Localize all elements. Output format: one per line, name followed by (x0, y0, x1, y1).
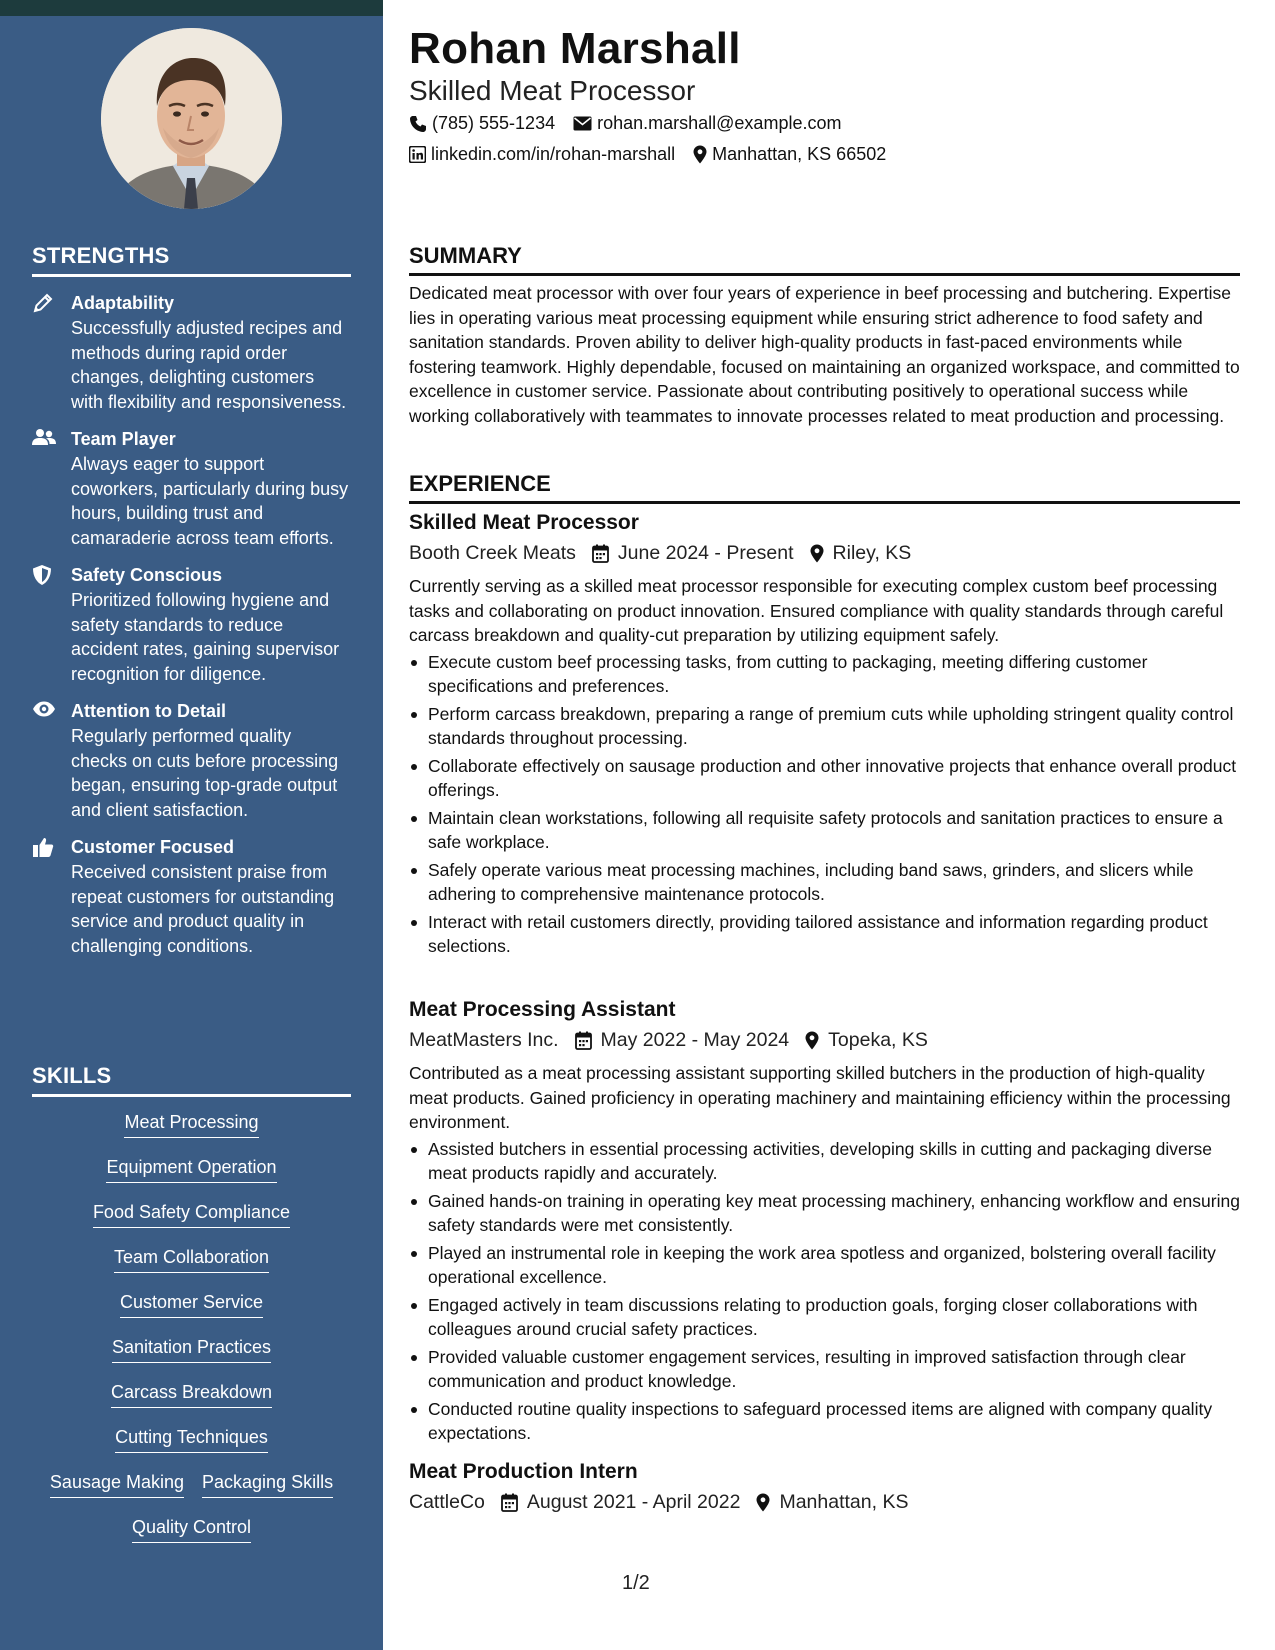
job-bullet: Safely operate various meat processing machines, including band saws, grinders, and slicers while adhering to comprehensive maintenance protocols. (409, 858, 1240, 907)
job-bullet: Engaged actively in team discussions relating to production goals, forging closer collaborations with colleagues around crucial safety practices. (409, 1293, 1240, 1342)
job-bullets (409, 1137, 1240, 1446)
job-entry (409, 997, 1240, 1449)
job-location (805, 1027, 928, 1053)
strength-item (32, 836, 351, 958)
skill-tag: Equipment Operation (106, 1156, 276, 1183)
strength-item (32, 292, 351, 414)
job-location (756, 1489, 908, 1515)
job-title: Meat Production Intern (409, 1460, 638, 1483)
linkedin-text: linkedin.com/in/rohan-marshall (431, 144, 676, 164)
map-pin-icon (805, 1031, 819, 1050)
company-name: MeatMasters Inc. (409, 1029, 559, 1051)
strength-desc: Successfully adjusted recipes and methods during rapid order changes, delighting customers with flexibility and responsiveness. (71, 318, 347, 412)
sidebar-top-band (0, 0, 383, 16)
email-text: rohan.marshall@example.com (597, 113, 842, 133)
strength-title: Adaptability (71, 293, 175, 313)
skill-tag: Team Collaboration (114, 1246, 269, 1273)
job-location-text: Manhattan, KS (779, 1491, 909, 1513)
map-pin-icon (810, 544, 824, 563)
strength-title: Team Player (71, 429, 176, 449)
skills-section (32, 1063, 351, 1561)
skill-tag: Cutting Techniques (115, 1426, 268, 1453)
map-pin-icon (693, 145, 707, 164)
contact-row (409, 144, 904, 165)
job-meta (409, 1027, 1240, 1053)
skill-tag: Food Safety Compliance (93, 1201, 290, 1228)
eye-icon (32, 700, 56, 722)
skill-tag: Quality Control (132, 1516, 251, 1543)
skill-tag: Sanitation Practices (112, 1336, 271, 1363)
strength-desc: Regularly performed quality checks on cuts before processing began, ensuring top-grade output and client satisfaction. (71, 726, 339, 820)
shield-icon (32, 564, 56, 586)
job-title: Meat Processing Assistant (409, 998, 676, 1021)
skill-tag: Meat Processing (124, 1111, 258, 1138)
skill-tag: Carcass Breakdown (111, 1381, 272, 1408)
job-entry (409, 510, 1240, 962)
job-location (810, 540, 912, 566)
summary-heading: SUMMARY (409, 243, 1240, 276)
phone-text: (785) 555-1234 (432, 113, 556, 133)
strength-item (32, 428, 351, 550)
job-bullet: Assisted butchers in essential processing activities, developing skills in cutting and packaging diverse meat products rapidly and accurately. (409, 1137, 1240, 1186)
company-name: Booth Creek Meats (409, 542, 576, 564)
skill-tag: Packaging Skills (202, 1471, 333, 1498)
strength-item (32, 564, 351, 686)
job-dates (575, 1027, 790, 1053)
job-bullet: Interact with retail customers directly, providing tailored assistance and information regarding product selections. (409, 910, 1240, 959)
candidate-name: Rohan Marshall (409, 24, 741, 73)
job-bullet: Collaborate effectively on sausage production and other innovative projects that enhance overall product offerings. (409, 754, 1240, 803)
users-icon (32, 428, 56, 450)
summary-text: Dedicated meat processor with over four years of experience in beef processing and butchering. Expertise lies in operating various meat processing equipment while ensuring strict adherence to food safety and sanitation standards. Proven ability to deliver high-quality products in fast-paced environments while fostering teamwork. Highly dependable, focused on maintaining an organized workspace, and committed to excellence in customer service. Passionate about contributing positively to operational success while working collaboratively with teammates to innovate processes related to meat production and processing. (409, 283, 1240, 426)
job-bullet: Execute custom beef processing tasks, from cutting to packaging, meeting differing customer specifications and preferences. (409, 650, 1240, 699)
strength-title: Safety Conscious (71, 565, 223, 585)
job-dates (501, 1489, 741, 1515)
job-dates-text: May 2022 - May 2024 (600, 1029, 790, 1051)
strength-desc: Received consistent praise from repeat customers for outstanding service and product quality in challenging conditions. (71, 862, 335, 956)
calendar-icon (575, 1031, 592, 1050)
phone-contact[interactable] (409, 113, 555, 134)
job-description: Contributed as a meat processing assistant supporting skilled butchers in the production of high-quality meat products. Gained proficiency in operating machinery and maintaining efficiency within the processing environment. (409, 1063, 1231, 1132)
job-bullet: Provided valuable customer engagement services, resulting in improved satisfaction through clear communication and product knowledge. (409, 1345, 1240, 1394)
page-number: 1/2 (622, 1572, 650, 1594)
job-bullet: Maintain clean workstations, following all requisite safety protocols and sanitation practices to ensure a safe workplace. (409, 806, 1240, 855)
experience-heading: EXPERIENCE (409, 471, 1240, 504)
job-entry (409, 1459, 1240, 1515)
pencil-icon (32, 292, 56, 314)
summary-section (409, 243, 1240, 428)
job-bullets (409, 650, 1240, 959)
linkedin-contact[interactable] (409, 144, 675, 165)
skill-tag: Sausage Making (50, 1471, 184, 1498)
candidate-title: Skilled Meat Processor (409, 75, 696, 106)
strength-item (32, 700, 351, 822)
skills-heading: SKILLS (32, 1063, 351, 1097)
contact-row (409, 113, 859, 134)
strength-title: Customer Focused (71, 837, 235, 857)
job-description: Currently serving as a skilled meat processor responsible for executing complex custom beef processing tasks and collaborating on product innovation. Ensured compliance with quality standards through careful carcass breakdown and quality-cut preparation by utilizing equipment safely. (409, 576, 1224, 645)
job-location-text: Topeka, KS (828, 1029, 928, 1051)
sidebar (0, 0, 383, 1650)
job-bullet: Played an instrumental role in keeping the work area spotless and organized, bolstering overall facility operational excellence. (409, 1241, 1240, 1290)
skill-tag: Customer Service (120, 1291, 263, 1318)
job-dates (592, 540, 794, 566)
email-contact[interactable] (573, 113, 841, 134)
skills-list (32, 1111, 351, 1561)
envelope-icon (573, 116, 592, 131)
job-dates-text: June 2024 - Present (617, 542, 794, 564)
experience-section (409, 471, 1240, 504)
job-dates-text: August 2021 - April 2022 (526, 1491, 741, 1513)
strength-desc: Always eager to support coworkers, particularly during busy hours, building trust and camaraderie across team efforts. (71, 454, 349, 548)
company-name: CattleCo (409, 1491, 485, 1513)
linkedin-icon (409, 146, 426, 163)
thumbs-up-icon (32, 836, 56, 858)
map-pin-icon (756, 1493, 770, 1512)
job-bullet: Conducted routine quality inspections to safeguard processed items are aligned with company quality expectations. (409, 1397, 1240, 1446)
location-contact (693, 144, 886, 165)
job-bullet: Perform carcass breakdown, preparing a range of premium cuts while upholding stringent quality control standards throughout processing. (409, 702, 1240, 751)
location-text: Manhattan, KS 66502 (712, 144, 887, 164)
strength-desc: Prioritized following hygiene and safety standards to reduce accident rates, gaining supervisor recognition for diligence. (71, 590, 340, 684)
strengths-section (32, 243, 351, 958)
calendar-icon (592, 544, 609, 563)
calendar-icon (501, 1493, 518, 1512)
job-meta (409, 1489, 1240, 1515)
job-title: Skilled Meat Processor (409, 511, 639, 534)
profile-photo (101, 28, 282, 209)
strength-title: Attention to Detail (71, 701, 226, 721)
job-location-text: Riley, KS (832, 542, 912, 564)
strengths-heading: STRENGTHS (32, 243, 351, 277)
phone-icon (409, 115, 427, 133)
job-meta (409, 540, 1240, 566)
job-bullet: Gained hands-on training in operating key meat processing machinery, enhancing workflow and ensuring safety standards were met consistently. (409, 1189, 1240, 1238)
